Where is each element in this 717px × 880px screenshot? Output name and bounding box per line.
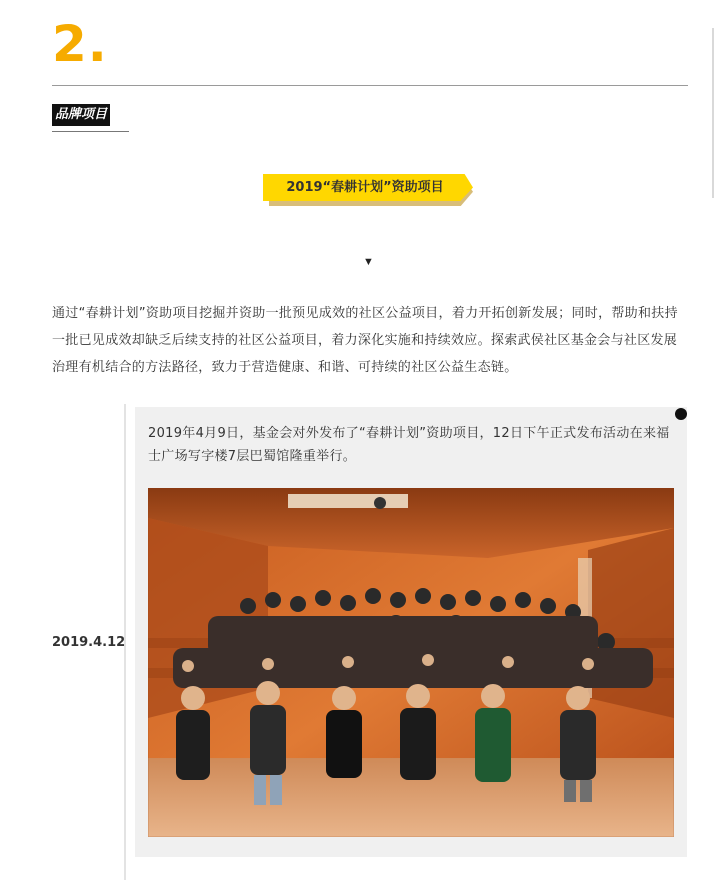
section-number-dot: . (87, 15, 108, 73)
edge-divider (712, 28, 714, 198)
group-photo-image (148, 488, 674, 837)
intro-paragraph: 通过“春耕计划”资助项目挖掘并资助一批预见成效的社区公益项目，着力开拓创新发展；同时，帮助和扶持一批已见成效却缺乏后续支持的社区公益项目，着力深化实施和持续效应。探索武侯社区基金会与社区发展治理有机结合的方法路径，致力于营造健康、和谐、可持续的社区公益生态链。 (52, 306, 678, 375)
event-description: 2019年4月9日，基金会对外发布了“春耕计划”资助项目，12日下午正式发布活动在来福士广场写字楼7层巴蜀馆隆重举行。 (148, 426, 670, 464)
banner-title: 2019“春耕计划”资助项目 (286, 180, 444, 195)
divider (52, 85, 688, 86)
group-photo (148, 488, 674, 837)
brand-underline (52, 131, 129, 132)
section-number-digit: 2 (52, 15, 88, 73)
section-number (52, 14, 108, 74)
timeline-dot-icon (675, 408, 687, 420)
event-date: 2019.4.12 (52, 635, 126, 650)
project-banner (263, 174, 473, 203)
down-arrow-icon: ▼ (363, 256, 374, 268)
brand-tag: 品牌项目 (52, 104, 110, 126)
